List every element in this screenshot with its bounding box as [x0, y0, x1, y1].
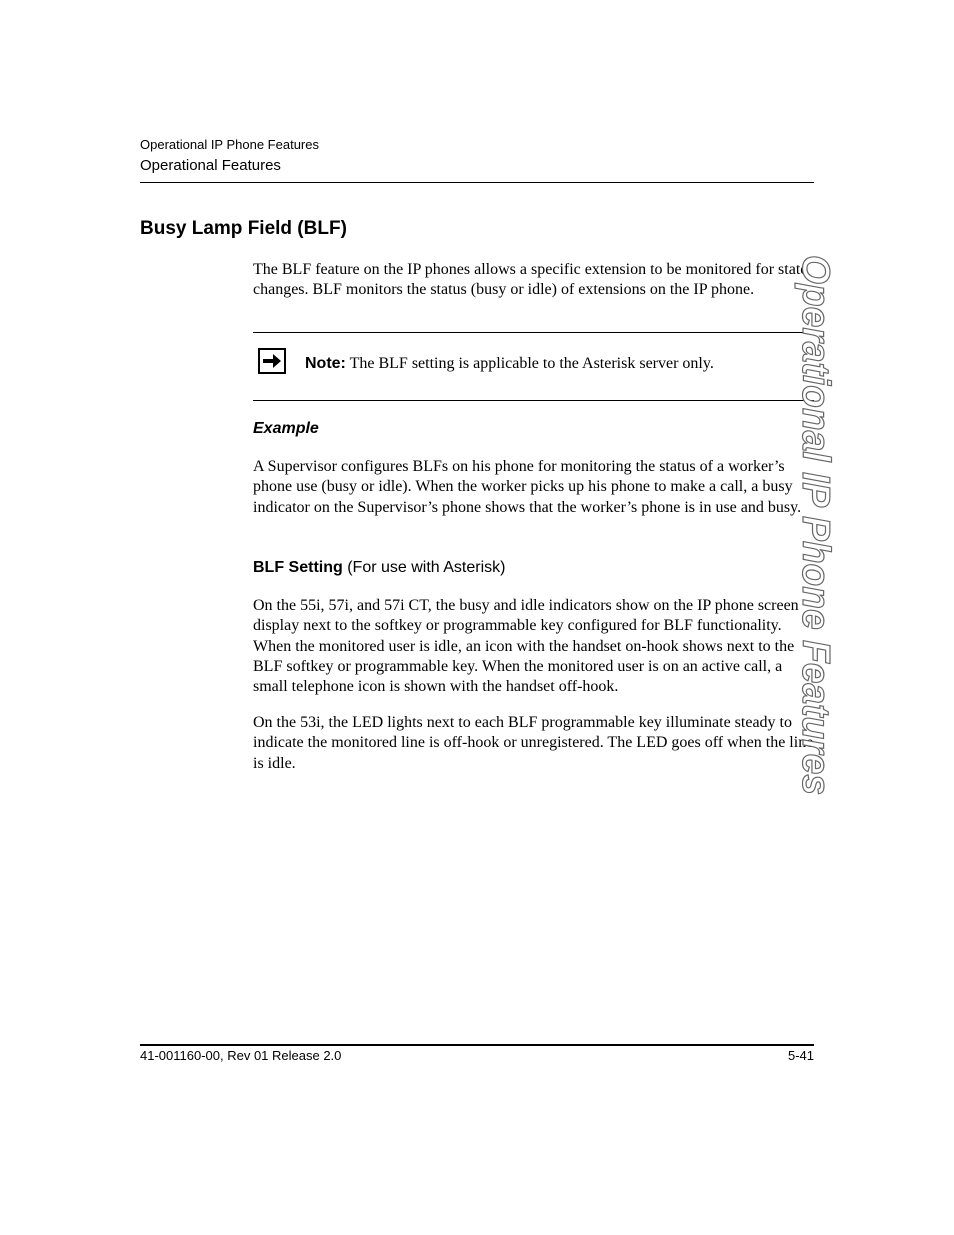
running-header-chapter: Operational IP Phone Features: [140, 137, 319, 152]
example-paragraph: A Supervisor configures BLFs on his phone for monitoring the status of a worker’s phone use (busy or idle). When the worker picks up his phone to make a call, a busy indicator on the Supervisor’s phone shows that the worker’s phone is in use and busy.: [253, 458, 802, 516]
side-tab-title: [793, 255, 862, 822]
note-label: Note:: [305, 355, 346, 372]
footer-page-number: 5-41: [787, 1048, 814, 1063]
arrow-right-icon: [258, 348, 286, 374]
blf-setting-heading: [253, 559, 505, 577]
blf-55i-paragraph: On the 55i, 57i, and 57i CT, the busy and idle indicators show on the IP phone screen display next to the softkey or programmable key configured for BLF functionality. When the monitored user is idle, an icon with the handset on-hook shows next to the BLF softkey or programmable key. When the monitored user is on an active call, a small telephone icon is shown with the handset off-hook.: [253, 597, 799, 696]
intro-paragraph: The BLF feature on the IP phones allows a specific extension to be monitored for state changes. BLF monitors the status (busy or idle) of extensions on the IP phone.: [253, 261, 808, 299]
footer-document-id: 41-001160-00, Rev 01 Release 2.0: [140, 1048, 342, 1063]
header-divider: [140, 182, 814, 183]
running-header-section: Operational Features: [140, 157, 281, 174]
side-tab-text: Operational IP Phone Features: [793, 255, 837, 822]
note-bottom-divider: [253, 400, 814, 401]
footer-divider: [140, 1044, 814, 1046]
blf-53i-paragraph: On the 53i, the LED lights next to each BLF programmable key illuminate steady to indicate the monitored line is off-hook or unregistered. The LED goes off when the line is idle.: [253, 714, 814, 772]
blf-setting-heading-rest: (For use with Asterisk): [342, 559, 506, 576]
note: [305, 354, 714, 374]
blf-setting-heading-bold: BLF Setting: [253, 559, 343, 576]
note-top-divider: [253, 332, 814, 333]
note-text: The BLF setting is applicable to the Asterisk server only.: [345, 355, 714, 372]
page-title: Busy Lamp Field (BLF): [140, 218, 347, 239]
example-heading: Example: [253, 420, 319, 437]
